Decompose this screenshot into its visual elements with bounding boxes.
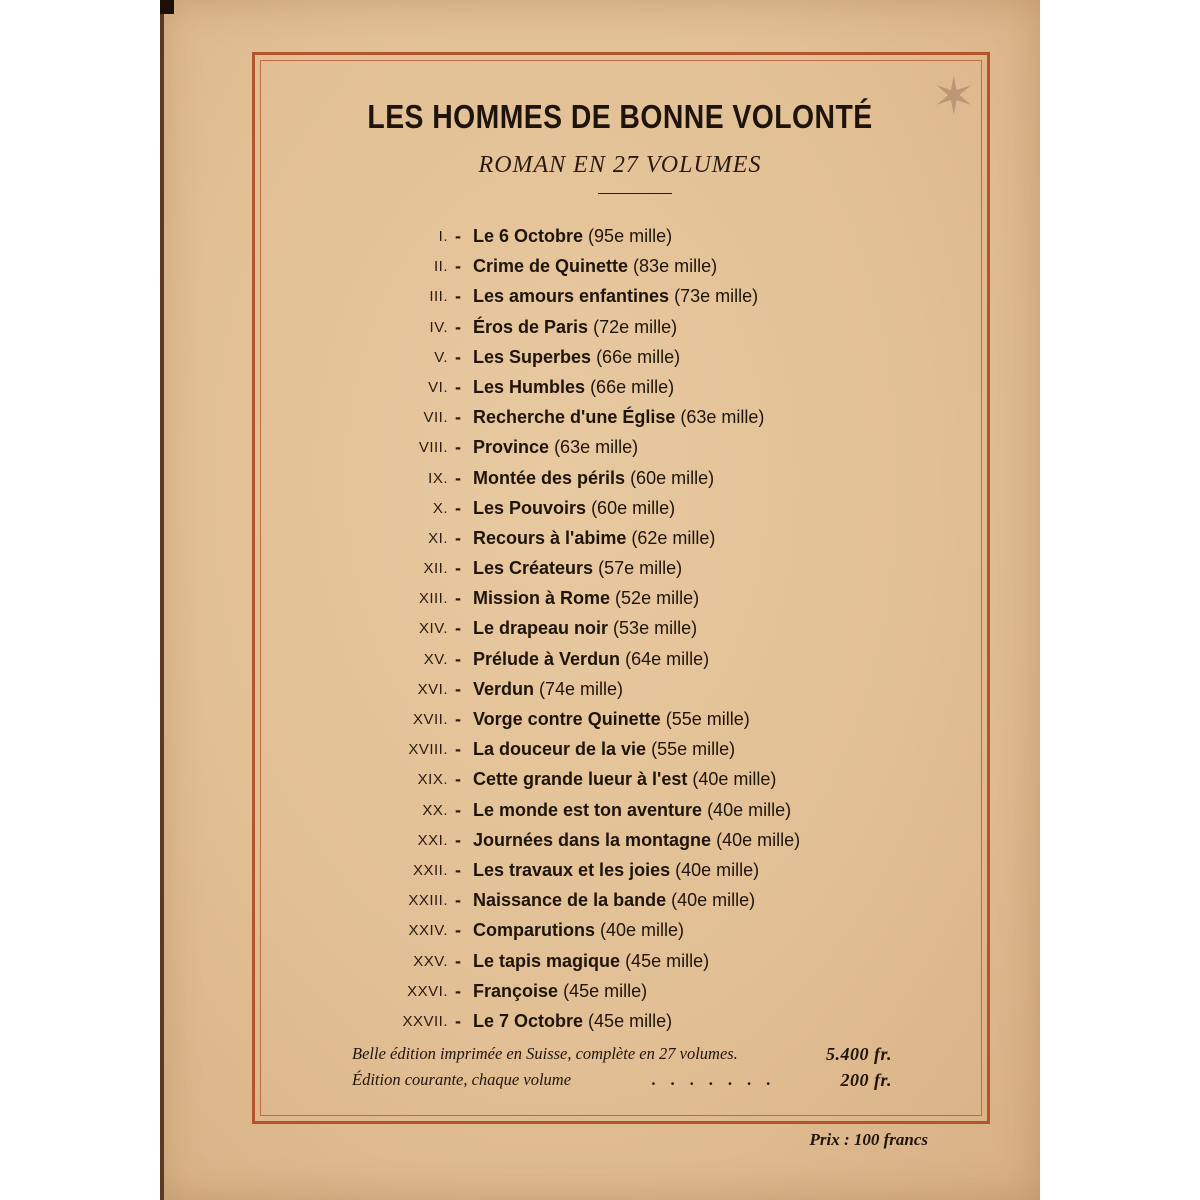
volume-numeral: IV. [429,318,448,336]
volume-title: Les Pouvoirs [473,497,587,518]
volume-list-item [160,405,1040,435]
volume-edition-count: (40e mille) [692,769,777,790]
volume-title: Le monde est ton aventure [473,799,703,820]
volume-list-item [160,435,1040,465]
title-divider [598,193,672,194]
page-corner [160,0,174,14]
volume-separator: - [455,226,461,246]
volume-entry [473,858,759,882]
volume-title: Le tapis magique [473,950,621,971]
volume-separator: - [455,346,461,367]
volume-numeral: XXVII. [402,1012,448,1030]
volume-edition-count: (53e mille) [613,618,698,639]
volume-edition-count: (72e mille) [593,316,678,337]
volume-numeral: I. [438,228,448,245]
volume-entry [473,828,800,852]
volume-numeral: XIX. [417,771,448,789]
volume-numeral: XIII. [418,590,448,608]
volume-numeral: X. [432,499,448,517]
volume-numeral: XXI. [417,831,448,849]
volume-edition-count: (55e mille) [651,739,736,760]
volume-entry [473,224,672,248]
volume-list-item [160,979,1040,1009]
book-back-cover [160,0,1040,1200]
volume-separator: - [455,376,461,397]
volume-entry [473,466,714,490]
volume-separator: - [455,709,461,729]
volume-list-item [160,375,1040,405]
volume-numeral: XV. [423,650,448,668]
volume-edition-count: (63e mille) [554,437,639,458]
volume-title: Éros de Paris [473,316,589,337]
volume-separator: - [455,799,461,820]
volume-edition-count: (95e mille) [588,226,673,246]
volume-entry [473,284,758,308]
volume-entry [473,677,623,701]
volume-separator: - [455,407,461,428]
volume-title: Les Humbles [473,376,586,397]
volume-title: La douceur de la vie [473,739,647,760]
volume-separator: - [455,558,461,579]
deluxe-edition-label: Belle édition imprimée en Suisse, complète en 27 volumes. [352,1044,738,1063]
volume-title: Verdun [473,678,535,699]
leader-dots: ....... [652,1070,786,1089]
volume-title: Comparutions [473,920,596,941]
volume-title: Cette grande lueur à l'est [473,769,688,790]
volume-list-item [160,1009,1040,1039]
volume-numeral: XXIV. [408,922,448,940]
volume-entry [473,586,699,610]
volume-entry [473,496,675,520]
volume-entry [473,345,680,369]
volume-entry [473,737,735,761]
volume-title: Les Superbes [473,346,592,367]
volume-list-item [160,858,1040,888]
volume-separator: - [455,950,461,971]
volume-list-item [160,737,1040,767]
volume-title: Prélude à Verdun [473,648,621,669]
volume-entry [473,616,697,640]
volume-edition-count: (40e mille) [600,920,685,941]
volume-numeral: XXIII. [408,892,448,910]
volume-list-item [160,466,1040,496]
volume-edition-count: (45e mille) [588,1010,673,1031]
volume-edition-count: (60e mille) [591,497,676,518]
volume-entry [473,979,647,1003]
volume-title: Recherche d'une Église [473,407,676,428]
volume-entry [473,315,677,339]
standard-edition-label: Édition courante, chaque volume [352,1070,572,1089]
volume-list-item [160,828,1040,858]
volume-title: Journées dans la montagne [473,829,712,850]
standard-edition-price: 200 fr. [840,1070,892,1090]
volume-numeral: XXVI. [407,982,448,1000]
volume-list-item [160,224,1040,254]
volume-list-item [160,345,1040,375]
volume-entry [473,798,791,822]
volume-numeral: VI. [428,378,448,396]
volume-entry [473,767,776,791]
volume-list-item [160,556,1040,586]
volume-numeral: II. [433,258,448,276]
page-subtitle: ROMAN EN 27 VOLUMES [478,152,762,178]
volume-edition-count: (40e mille) [716,829,801,850]
page-title: LES HOMMES DE BONNE VOLONTÉ [367,98,873,135]
volume-list-item [160,888,1040,918]
volume-entry [473,1009,672,1033]
volume-numeral: XIV. [419,620,448,638]
volume-numeral: XVI. [417,680,448,698]
volume-separator: - [455,678,461,699]
volume-separator: - [455,256,461,277]
volume-edition-count: (40e mille) [671,890,756,911]
volume-numeral: III. [429,288,448,306]
volume-list-item [160,526,1040,556]
volume-entry [473,526,715,550]
star-stain-mark: ✶ [932,67,976,127]
volume-separator: - [455,286,461,307]
volume-title: Les amours enfantines [473,286,670,307]
volume-list-item [160,767,1040,797]
volume-numeral: V. [434,348,448,366]
volume-numeral: XXII. [412,861,448,879]
volume-title: Le 6 Octobre [473,226,584,246]
volume-edition-count: (62e mille) [631,527,716,548]
volume-title: Le drapeau noir [473,618,609,639]
volume-edition-count: (60e mille) [630,467,715,488]
volume-title: Province [473,437,550,458]
volume-separator: - [455,769,461,790]
volume-separator: - [455,980,461,1001]
volume-numeral: XX. [422,801,448,819]
volume-entry [473,918,684,942]
volume-list-item [160,586,1040,616]
volume-edition-count: (66e mille) [590,376,675,397]
volume-separator: - [455,316,461,337]
volume-separator: - [455,648,461,669]
volume-edition-count: (74e mille) [539,678,624,699]
volume-numeral: XXV. [413,952,448,970]
volume-entry [473,707,750,731]
volume-list-item [160,496,1040,526]
volume-list [160,224,1040,1039]
volume-numeral: XI. [428,529,448,547]
volume-edition-count: (57e mille) [598,558,683,579]
volume-numeral: VIII. [418,439,448,457]
volume-title: Montée des périls [473,467,626,488]
volume-title: Le 7 Octobre [473,1010,584,1031]
volume-edition-count: (40e mille) [675,859,760,880]
volume-numeral: XVII. [412,711,448,728]
volume-separator: - [455,527,461,548]
volume-title: Naissance de la bande [473,890,667,911]
volume-entry [473,888,755,912]
volume-separator: - [455,467,461,488]
volume-title: Recours à l'abime [473,527,627,548]
volume-list-item [160,677,1040,707]
volume-list-item [160,918,1040,948]
volume-list-item [160,616,1040,646]
volume-entry [473,949,709,973]
volume-numeral: XVIII. [408,741,448,759]
volume-separator: - [455,618,461,639]
volume-separator: - [455,588,461,609]
volume-edition-count: (45e mille) [563,980,648,1001]
volume-entry [473,556,682,580]
volume-title: Mission à Rome [473,588,611,609]
volume-edition-count: (63e mille) [680,407,765,428]
volume-separator: - [455,497,461,518]
volume-list-item [160,284,1040,314]
volume-edition-count: (83e mille) [633,256,718,277]
volume-edition-count: (66e mille) [596,346,681,367]
volume-numeral: IX. [428,469,448,487]
cover-price: Prix : 100 francs [809,1130,928,1149]
volume-edition-count: (64e mille) [625,648,710,669]
volume-title: Les travaux et les joies [473,859,671,880]
deluxe-edition-price: 5.400 fr. [825,1044,892,1064]
volume-entry [473,435,638,459]
volume-list-item [160,707,1040,737]
volume-edition-count: (40e mille) [707,799,792,820]
volume-entry [473,647,709,671]
volume-edition-count: (73e mille) [674,286,759,307]
volume-title: Françoise [473,980,559,1001]
volume-entry [473,405,764,429]
volume-title: Vorge contre Quinette [473,709,661,729]
volume-edition-count: (52e mille) [615,588,700,609]
volume-separator: - [455,890,461,911]
volume-list-item [160,254,1040,284]
volume-list-item [160,949,1040,979]
volume-list-item [160,315,1040,345]
volume-separator: - [455,437,461,458]
volume-separator: - [455,1010,461,1031]
volume-separator: - [455,859,461,880]
volume-list-item [160,798,1040,828]
volume-entry [473,375,674,399]
volume-separator: - [455,739,461,760]
volume-numeral: VII. [423,409,448,427]
volume-separator: - [455,829,461,850]
volume-edition-count: (45e mille) [625,950,710,971]
volume-numeral: XII. [423,560,448,578]
volume-list-item [160,647,1040,677]
volume-edition-count: (55e mille) [665,709,750,729]
volume-title: Les Créateurs [473,558,594,579]
volume-title: Crime de Quinette [473,256,629,277]
volume-entry [473,254,717,278]
volume-separator: - [455,920,461,941]
